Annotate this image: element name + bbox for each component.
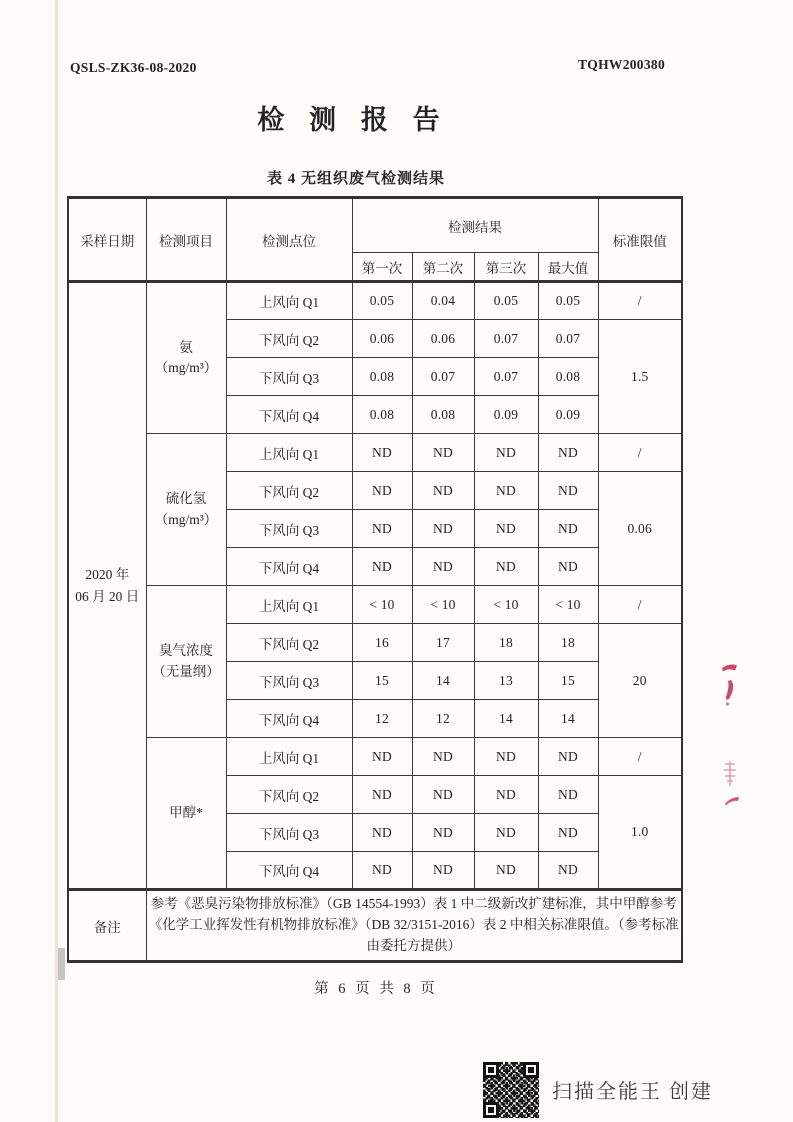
result-cell: 18 bbox=[538, 624, 598, 662]
table-row bbox=[68, 586, 682, 624]
scanner-watermark: 扫描全能王 创建 bbox=[552, 1081, 713, 1103]
result-cell: ND bbox=[352, 548, 412, 586]
result-cell: ND bbox=[352, 852, 412, 890]
col-header-location: 检测点位 bbox=[226, 198, 352, 282]
result-cell: 0.06 bbox=[352, 320, 412, 358]
result-cell: 12 bbox=[352, 700, 412, 738]
qr-finder-icon bbox=[483, 1102, 499, 1118]
item-name: 甲醇* bbox=[169, 804, 203, 820]
result-cell: 0.05 bbox=[474, 282, 538, 320]
result-cell: ND bbox=[474, 510, 538, 548]
results-table bbox=[67, 196, 683, 963]
item-unit: （mg/m³） bbox=[154, 360, 218, 375]
scan-artifact bbox=[58, 948, 65, 980]
item-cell-ammonia bbox=[146, 282, 226, 434]
page-number: 第 6 页 共 8 页 bbox=[314, 981, 438, 997]
remark-label: 备注 bbox=[68, 890, 146, 962]
result-cell: ND bbox=[412, 776, 474, 814]
result-cell: < 10 bbox=[412, 586, 474, 624]
item-unit: （无量纲） bbox=[152, 663, 220, 679]
limit-cell: / bbox=[598, 434, 682, 472]
result-cell: 0.09 bbox=[474, 396, 538, 434]
location-cell: 上风向 Q1 bbox=[226, 434, 352, 472]
result-cell: ND bbox=[412, 472, 474, 510]
result-cell: 0.08 bbox=[412, 396, 474, 434]
result-cell: 17 bbox=[412, 624, 474, 662]
result-cell: 0.08 bbox=[352, 358, 412, 396]
col-header-max: 最大值 bbox=[538, 253, 598, 282]
result-cell: ND bbox=[412, 738, 474, 776]
result-cell: 15 bbox=[352, 662, 412, 700]
result-cell: ND bbox=[412, 852, 474, 890]
result-cell: 15 bbox=[538, 662, 598, 700]
result-cell: ND bbox=[474, 548, 538, 586]
location-cell: 上风向 Q1 bbox=[226, 282, 352, 320]
result-cell: 0.07 bbox=[412, 358, 474, 396]
remark-text: 参考《恶臭污染物排放标准》（GB 14554-1993）表 1 中二级新改扩建标准，其中甲醇参考《化学工业挥发性有机物排放标准》（DB 32/3151-2016）表 2 中相关标准限值。（参考标准由委托方提供） bbox=[146, 890, 682, 962]
limit-cell: / bbox=[598, 738, 682, 776]
result-cell: ND bbox=[538, 434, 598, 472]
limit-cell: / bbox=[598, 282, 682, 320]
qr-finder-icon bbox=[523, 1062, 539, 1078]
col-header-test-item: 检测项目 bbox=[146, 198, 226, 282]
item-cell-hydrogen-sulfide bbox=[146, 434, 226, 586]
location-cell: 下风向 Q4 bbox=[226, 548, 352, 586]
result-cell: < 10 bbox=[538, 586, 598, 624]
result-cell: 0.09 bbox=[538, 396, 598, 434]
location-cell: 上风向 Q1 bbox=[226, 586, 352, 624]
red-pen-mark-icon bbox=[719, 661, 741, 716]
item-name: 硫化氢 bbox=[165, 491, 207, 507]
limit-cell: / bbox=[598, 586, 682, 624]
result-cell: ND bbox=[474, 776, 538, 814]
table-caption: 表 4 无组织废气检测结果 bbox=[266, 171, 445, 187]
result-cell: 0.04 bbox=[412, 282, 474, 320]
result-cell: 18 bbox=[474, 624, 538, 662]
location-cell: 下风向 Q2 bbox=[226, 320, 352, 358]
result-cell: ND bbox=[538, 510, 598, 548]
table-row bbox=[68, 282, 682, 320]
qr-finder-icon bbox=[483, 1062, 499, 1078]
result-cell: ND bbox=[412, 548, 474, 586]
result-cell: ND bbox=[352, 776, 412, 814]
sample-date-line1: 2020 年 bbox=[85, 566, 130, 582]
result-cell: ND bbox=[412, 434, 474, 472]
location-cell: 下风向 Q2 bbox=[226, 776, 352, 814]
col-header-run2: 第二次 bbox=[412, 253, 474, 282]
result-cell: ND bbox=[352, 738, 412, 776]
red-stamp-fragment-icon bbox=[722, 759, 738, 789]
result-cell: 12 bbox=[412, 700, 474, 738]
result-cell: 0.05 bbox=[352, 282, 412, 320]
result-cell: ND bbox=[538, 738, 598, 776]
result-cell: 0.08 bbox=[352, 396, 412, 434]
result-cell: ND bbox=[538, 852, 598, 890]
result-cell: ND bbox=[352, 472, 412, 510]
limit-cell: 1.5 bbox=[598, 320, 682, 434]
result-cell: 16 bbox=[352, 624, 412, 662]
location-cell: 下风向 Q4 bbox=[226, 396, 352, 434]
result-cell: ND bbox=[538, 776, 598, 814]
result-cell: ND bbox=[538, 548, 598, 586]
location-cell: 下风向 Q2 bbox=[226, 472, 352, 510]
result-cell: ND bbox=[474, 738, 538, 776]
item-cell-odor bbox=[146, 586, 226, 738]
result-cell: ND bbox=[352, 434, 412, 472]
report-title: 检 测 报 告 bbox=[257, 105, 449, 135]
result-cell: ND bbox=[474, 852, 538, 890]
result-cell: 0.08 bbox=[538, 358, 598, 396]
sample-date-cell bbox=[68, 282, 146, 890]
item-name: 臭气浓度 bbox=[159, 643, 213, 659]
result-cell: < 10 bbox=[474, 586, 538, 624]
item-unit: （mg/m³） bbox=[154, 511, 218, 527]
red-pen-dash-icon bbox=[724, 795, 740, 807]
location-cell: 下风向 Q4 bbox=[226, 700, 352, 738]
result-cell: 0.07 bbox=[474, 358, 538, 396]
sample-date-line2: 06 月 20 日 bbox=[75, 588, 140, 604]
location-cell: 下风向 Q2 bbox=[226, 624, 352, 662]
result-cell: ND bbox=[412, 510, 474, 548]
table-row bbox=[68, 434, 682, 472]
col-header-limit: 标准限值 bbox=[598, 198, 682, 282]
location-cell: 下风向 Q4 bbox=[226, 852, 352, 890]
location-cell: 下风向 Q3 bbox=[226, 510, 352, 548]
result-cell: 13 bbox=[474, 662, 538, 700]
doc-code-right: TQHW200380 bbox=[578, 57, 666, 72]
col-header-sample-date: 采样日期 bbox=[68, 198, 146, 282]
item-cell-methanol bbox=[146, 738, 226, 890]
remarks-row bbox=[68, 890, 682, 962]
location-cell: 下风向 Q3 bbox=[226, 662, 352, 700]
result-cell: ND bbox=[474, 814, 538, 852]
result-cell: < 10 bbox=[352, 586, 412, 624]
result-cell: ND bbox=[412, 814, 474, 852]
result-cell: 14 bbox=[538, 700, 598, 738]
limit-cell: 20 bbox=[598, 624, 682, 738]
limit-cell: 1.0 bbox=[598, 776, 682, 890]
result-cell: ND bbox=[474, 434, 538, 472]
result-cell: 14 bbox=[474, 700, 538, 738]
limit-cell: 0.06 bbox=[598, 472, 682, 586]
result-cell: ND bbox=[352, 814, 412, 852]
location-cell: 上风向 Q1 bbox=[226, 738, 352, 776]
result-cell: ND bbox=[474, 472, 538, 510]
result-cell: 0.07 bbox=[474, 320, 538, 358]
location-cell: 下风向 Q3 bbox=[226, 814, 352, 852]
result-cell: ND bbox=[538, 472, 598, 510]
result-cell: 0.06 bbox=[412, 320, 474, 358]
location-cell: 下风向 Q3 bbox=[226, 358, 352, 396]
col-header-run3: 第三次 bbox=[474, 253, 538, 282]
col-header-run1: 第一次 bbox=[352, 253, 412, 282]
item-name: 氨 bbox=[179, 339, 193, 355]
result-cell: 0.05 bbox=[538, 282, 598, 320]
result-cell: ND bbox=[538, 814, 598, 852]
result-cell: 14 bbox=[412, 662, 474, 700]
result-cell: 0.07 bbox=[538, 320, 598, 358]
col-header-results-group: 检测结果 bbox=[352, 198, 598, 253]
result-cell: ND bbox=[352, 510, 412, 548]
table-row bbox=[68, 738, 682, 776]
doc-code-left: QSLS-ZK36-08-2020 bbox=[70, 60, 197, 75]
qr-code bbox=[483, 1062, 539, 1118]
